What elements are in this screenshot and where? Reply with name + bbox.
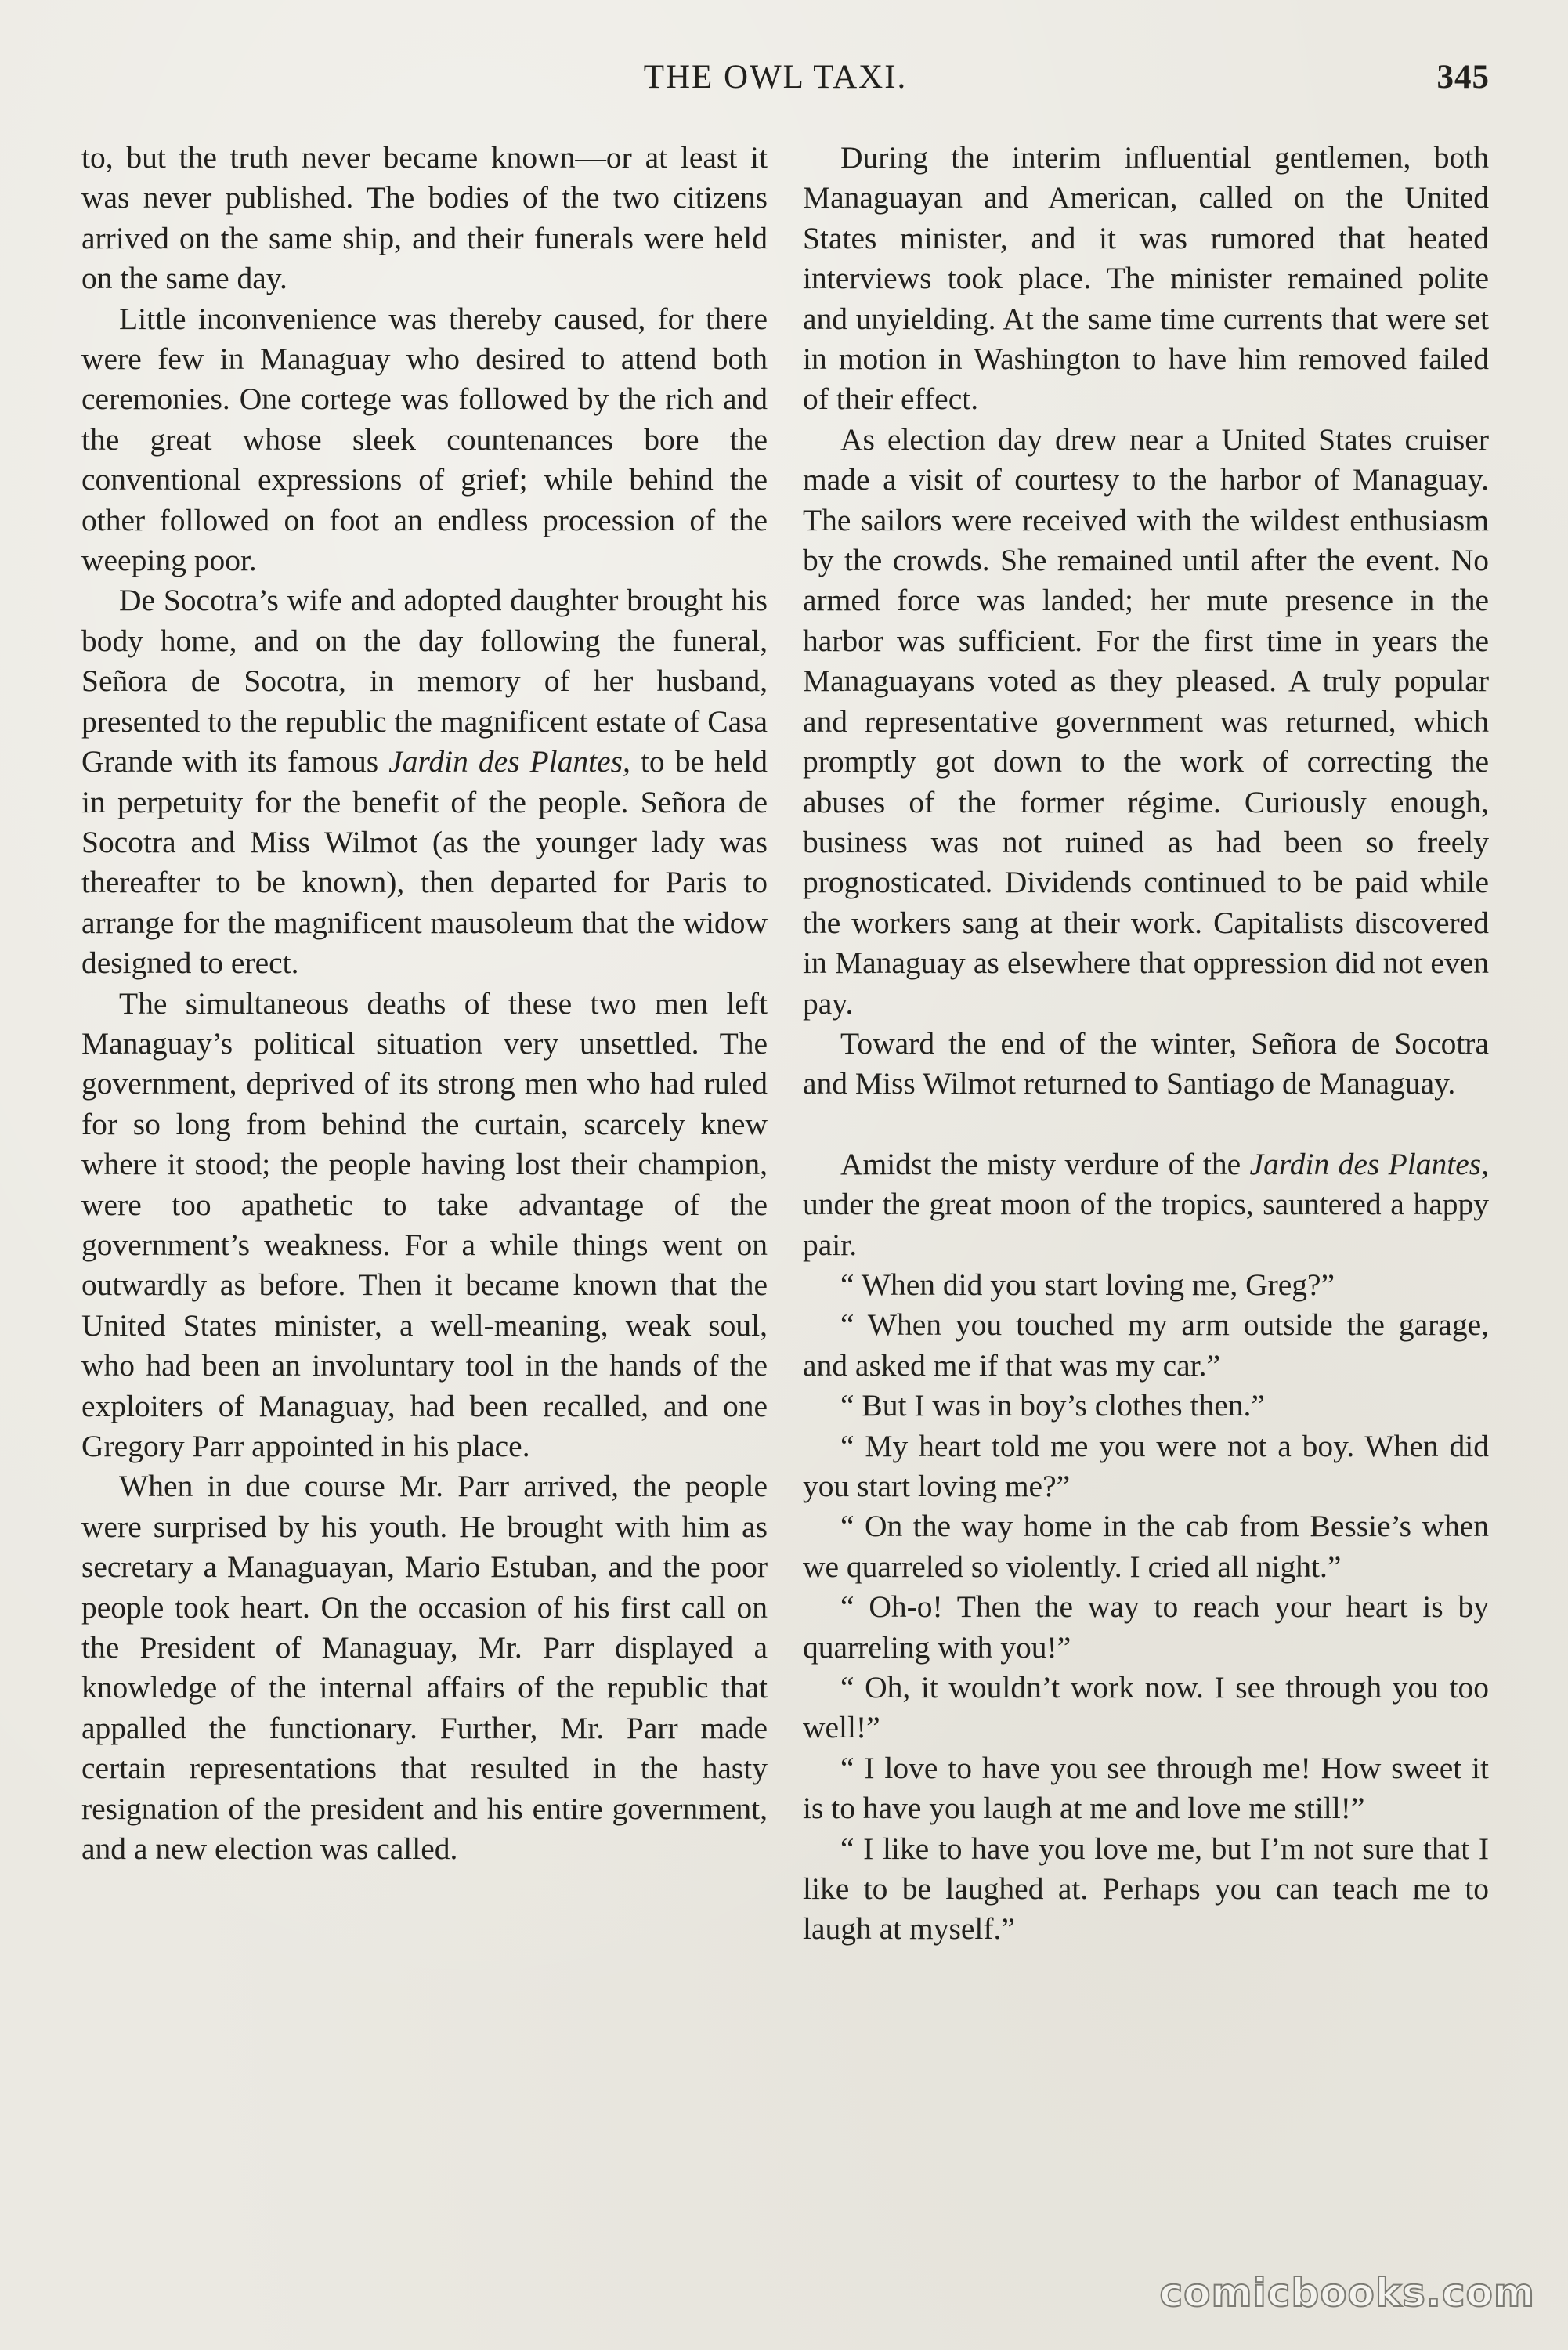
dialogue-line: “ I like to have you love me, but I’m not sure that I like to be laughed at. Perhaps you can teach me to laugh at myself.” [803, 1831, 1489, 1947]
watermark: comicbooks.com [1159, 2270, 1535, 2316]
dialogue-line: “ On the way home in the cab from Bessie’s when we quarreled so violently. I cried all night.” [803, 1509, 1489, 1584]
dialogue-line: “ Oh, it wouldn’t work now. I see through you too well!” [803, 1670, 1489, 1745]
paragraph [81, 580, 768, 983]
dialogue-line: “ When did you start loving me, Greg?” [840, 1267, 1335, 1302]
dialogue-line: “ Oh-o! Then the way to reach your heart is by quarreling with you!” [803, 1589, 1489, 1665]
page-number: 345 [1436, 59, 1490, 96]
paragraph: Little inconvenience was thereby caused, for there were few in Managuay who desired to attend both ceremonies. One cortege was followed by the rich and the great whose sleek countenances bore the conventional expressions of grief; while behind the other followed on foot an endless procession of the weeping poor. [81, 301, 768, 578]
text-run: Amidst the misty verdure of the [840, 1146, 1250, 1181]
paragraph [803, 1144, 1489, 1265]
italic-title: Jardin des Plantes, [388, 744, 630, 779]
paragraph: When in due course Mr. Parr arrived, the people were surprised by his youth. He brought with him as secretary a Managuayan, Mario Estuban, and the poor people took heart. On the occasion of his first call on the President of Managuay, Mr. Parr displayed a knowledge of the internal affairs of the republic that appalled the functionary. Further, Mr. Parr made certain representations that resulted in the hasty resignation of the president and his entire government, and a new election was called. [81, 1469, 768, 1867]
text-run: to be held in perpetuity for the benefit of the people. Señora de Socotra and Miss Wilmot (as the younger lady was thereafter to be known), then departed for Paris to arrange for the magnificent mausoleum that the widow designed to erect. [81, 744, 768, 981]
left-column [81, 138, 768, 1869]
dialogue-line: “ When you touched my arm outside the garage, and asked me if that was my car.” [803, 1307, 1489, 1383]
dialogue-line: “ I love to have you see through me! How sweet it is to have you laugh at me and love me still!” [803, 1750, 1489, 1826]
text-run: under the great moon of the tropics, sauntered a happy pair. [803, 1187, 1489, 1262]
text-run: De Socotra’s wife and adopted daughter brought his body home, and on the day following the funeral, Señora de Socotra, in memory of her husband, presented to the republic the magnificent estate of Casa Grande with its famous [81, 583, 768, 779]
italic-title: Jardin des Plantes, [1249, 1146, 1490, 1181]
paragraph: to, but the truth never became known—or at least it was never published. The bodies of the two citizens arrived on the same ship, and their funerals were held on the same day. [81, 140, 768, 296]
running-title: THE OWL TAXI. [643, 59, 908, 96]
paragraph: As election day drew near a United States cruiser made a visit of courtesy to the harbor of Managuay. The sailors were received with the wildest enthusiasm by the crowds. She remained until after the event. No armed force was landed; her mute presence in the harbor was sufficient. For the first time in years the Managuayans voted as they pleased. A truly popular and representative government was returned, which promptly got down to the work of correcting the abuses of the former régime. Curiously enough, business was not ruined as had been so freely prognosticated. Dividends continued to be paid while the workers sang at their work. Capitalists discovered in Managuay as elsewhere that oppression did not even pay. [803, 421, 1489, 1021]
right-column [803, 138, 1489, 1950]
running-head [78, 58, 1488, 105]
paragraph: During the interim influential gentlemen, both Managuayan and American, called on the United States minister, and it was rumored that heated interviews took place. The minister remained polite and unyielding. At the same time currents that were set in motion in Washington to have him removed failed of their effect. [803, 140, 1489, 417]
paragraph: The simultaneous deaths of these two men left Managuay’s political situation very unsettled. The government, deprived of its strong men who had ruled for so long from behind the curtain, scarcely knew where it stood; the people having lost their champion, were too apathetic to take advantage of the government’s weakness. For a while things went on outwardly as before. Then it became known that the United States minister, a well-meaning, weak soul, who had been an involuntary tool in the hands of the exploiters of Managuay, had been recalled, and one Gregory Parr appointed in his place. [81, 985, 768, 1463]
paragraph: Toward the end of the winter, Señora de Socotra and Miss Wilmot returned to Santiago de Managuay. [803, 1025, 1489, 1101]
dialogue-line: “ But I was in boy’s clothes then.” [840, 1388, 1265, 1423]
dialogue-line: “ My heart told me you were not a boy. When did you start loving me?” [803, 1428, 1489, 1503]
